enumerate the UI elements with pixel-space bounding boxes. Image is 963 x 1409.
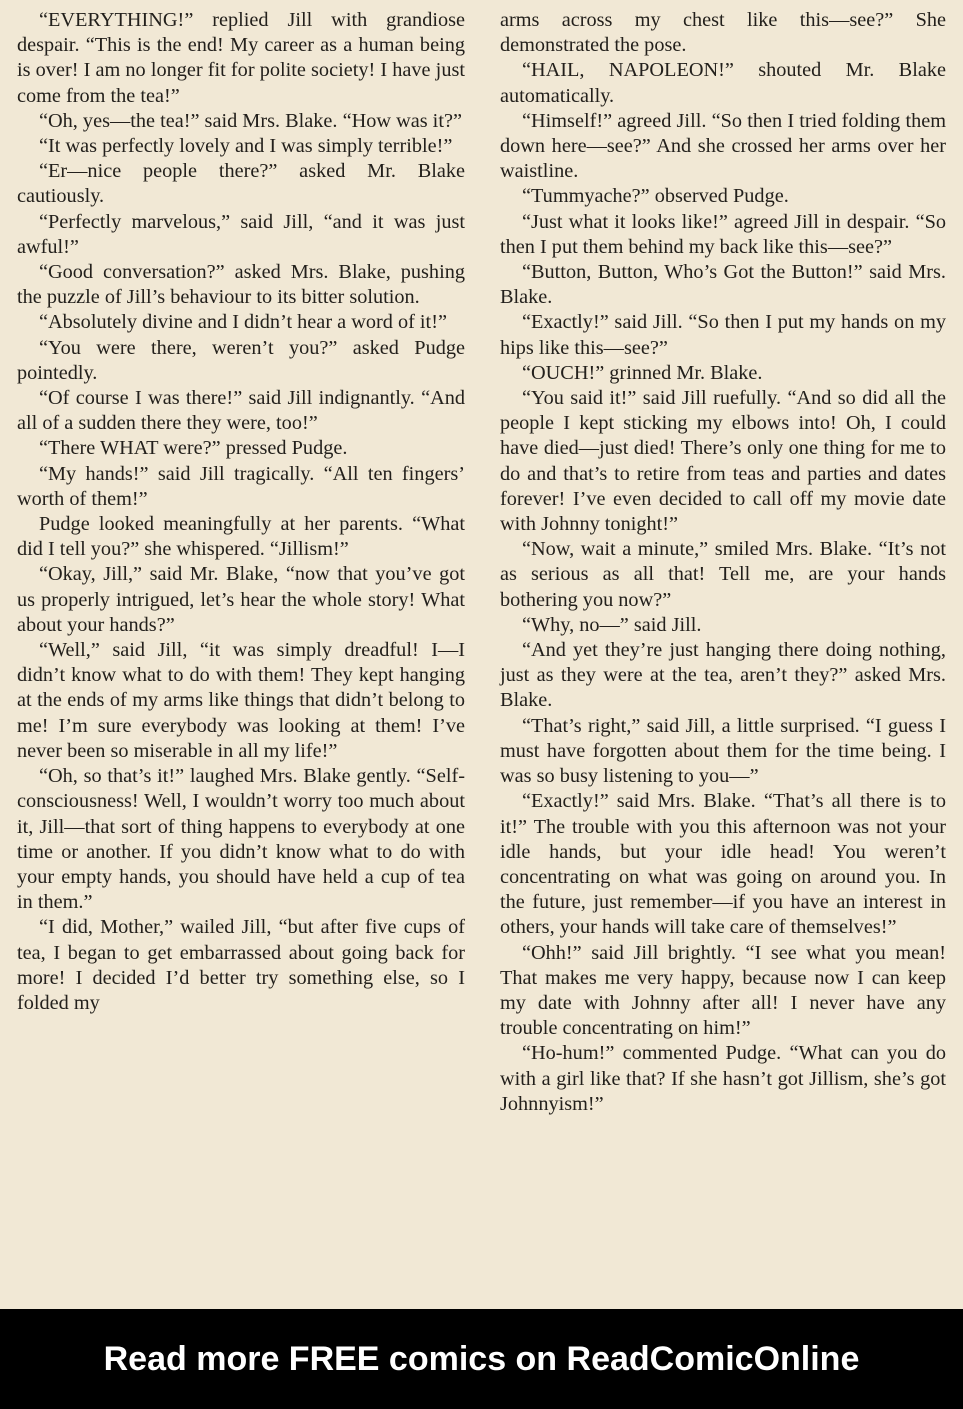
paragraph: “Okay, Jill,” said Mr. Blake, “now that you’ve got us properly intrigued, let’s hear the whole story! What about your hands?” <box>17 563 465 636</box>
paragraph: “Oh, so that’s it!” laughed Mrs. Blake gently. “Self-consciousness! Well, I wouldn’t worry too much about it, Jill—that sort of thing happens to everybody at one time or another. If you didn’t know what to do with your empty hands, you should have held a cup of tea in them.” <box>17 765 465 914</box>
paragraph: “Button, Button, Who’s Got the Button!” said Mrs. Blake. <box>500 261 946 309</box>
paragraph: “Ho-hum!” commented Pudge. “What can you do with a girl like that? If she hasn’t got Jillism, she’s got Johnnyism!” <box>500 1042 946 1115</box>
paragraph: “Just what it looks like!” agreed Jill in despair. “So then I put them behind my back like this—see?” <box>500 210 946 258</box>
paragraph: “My hands!” said Jill tragically. “All ten fingers’ worth of them!” <box>17 462 465 510</box>
paragraph: “And yet they’re just hanging there doing nothing, just as they were at the tea, aren’t they?” asked Mrs. Blake. <box>500 639 946 712</box>
right-text-column <box>500 8 946 1117</box>
paragraph: “You said it!” said Jill ruefully. “And so did all the people I kept sticking my elbows into! Oh, I could have died—just died! There’s only one thing for me to do and that’s to retire from teas and parties and dates forever! I’ve even decided to call off my movie date with Johnny tonight!” <box>500 387 946 536</box>
paragraph: “It was perfectly lovely and I was simply terrible!” <box>39 135 453 158</box>
promo-banner-text[interactable]: Read more FREE comics on ReadComicOnline <box>103 1339 860 1378</box>
paragraph: “OUCH!” grinned Mr. Blake. <box>522 361 763 384</box>
paragraph: “There WHAT were?” pressed Pudge. <box>39 437 348 460</box>
paragraph: “Of course I was there!” said Jill indignantly. “And all of a sudden there they were, too!” <box>17 387 465 435</box>
paragraph: “Well,” said Jill, “it was simply dreadful! I—I didn’t know what to do with them! They kept hanging at the ends of my arms like things that didn’t belong to me! I’m sure everybody was looking at them! I’ve never been so miserable in all my life!” <box>17 639 465 762</box>
paragraph: “Himself!” agreed Jill. “So then I tried folding them down here—see?” And she crossed her arms over her waistline. <box>500 109 946 183</box>
paragraph: “Tummyache?” observed Pudge. <box>522 185 789 208</box>
paragraph: “Perfectly marvelous,” said Jill, “and it was just awful!” <box>17 210 465 258</box>
paragraph: “Exactly!” said Mrs. Blake. “That’s all there is to it!” The trouble with you this afternoon was not your idle hands, but your idle head! You weren’t concentrating on what was going on around you. In the future, just remember—if you have an interest in others, your hands will take care of themselves!” <box>500 790 946 939</box>
paragraph: “I did, Mother,” wailed Jill, “but after five cups of tea, I began to get embarrassed about going back for more! I decided I’d better try something else, so I folded my <box>17 916 465 1014</box>
paragraph: “Why, no—” said Jill. <box>522 613 702 636</box>
paragraph: “Oh, yes—the tea!” said Mrs. Blake. “How was it?” <box>39 109 462 132</box>
paragraph: “Good conversation?” asked Mrs. Blake, pushing the puzzle of Jill’s behaviour to its bitter solution. <box>17 261 465 309</box>
paragraph: “Er—nice people there?” asked Mr. Blake cautiously. <box>17 160 465 208</box>
left-text-column <box>17 8 465 1016</box>
paragraph: “Exactly!” said Jill. “So then I put my hands on my hips like this—see?” <box>500 311 946 359</box>
promo-banner[interactable] <box>0 1309 963 1409</box>
paragraph: “HAIL, NAPOLEON!” shouted Mr. Blake automatically. <box>500 59 946 107</box>
paragraph: “That’s right,” said Jill, a little surprised. “I guess I must have forgotten about them for the time being. I was so busy listening to you—” <box>500 714 946 788</box>
paragraph: Pudge looked meaningfully at her parents. “What did I tell you?” she whispered. “Jillism!” <box>17 513 465 561</box>
paragraph: “You were there, weren’t you?” asked Pudge pointedly. <box>17 336 465 384</box>
paragraph: “Now, wait a minute,” smiled Mrs. Blake. “It’s not as serious as all that! Tell me, are your hands bothering you now?” <box>500 538 946 611</box>
paragraph: arms across my chest like this—see?” She demonstrated the pose. <box>500 9 946 57</box>
paragraph: “Absolutely divine and I didn’t hear a word of it!” <box>39 311 447 334</box>
paragraph: “EVERYTHING!” replied Jill with grandiose despair. “This is the end! My career as a human being is over! I am no longer fit for polite society! I have just come from the tea!” <box>17 9 465 107</box>
paragraph: “Ohh!” said Jill brightly. “I see what you mean! That makes me very happy, because now I can keep my date with Johnny after all! I never have any trouble concentrating on him!” <box>500 941 946 1040</box>
